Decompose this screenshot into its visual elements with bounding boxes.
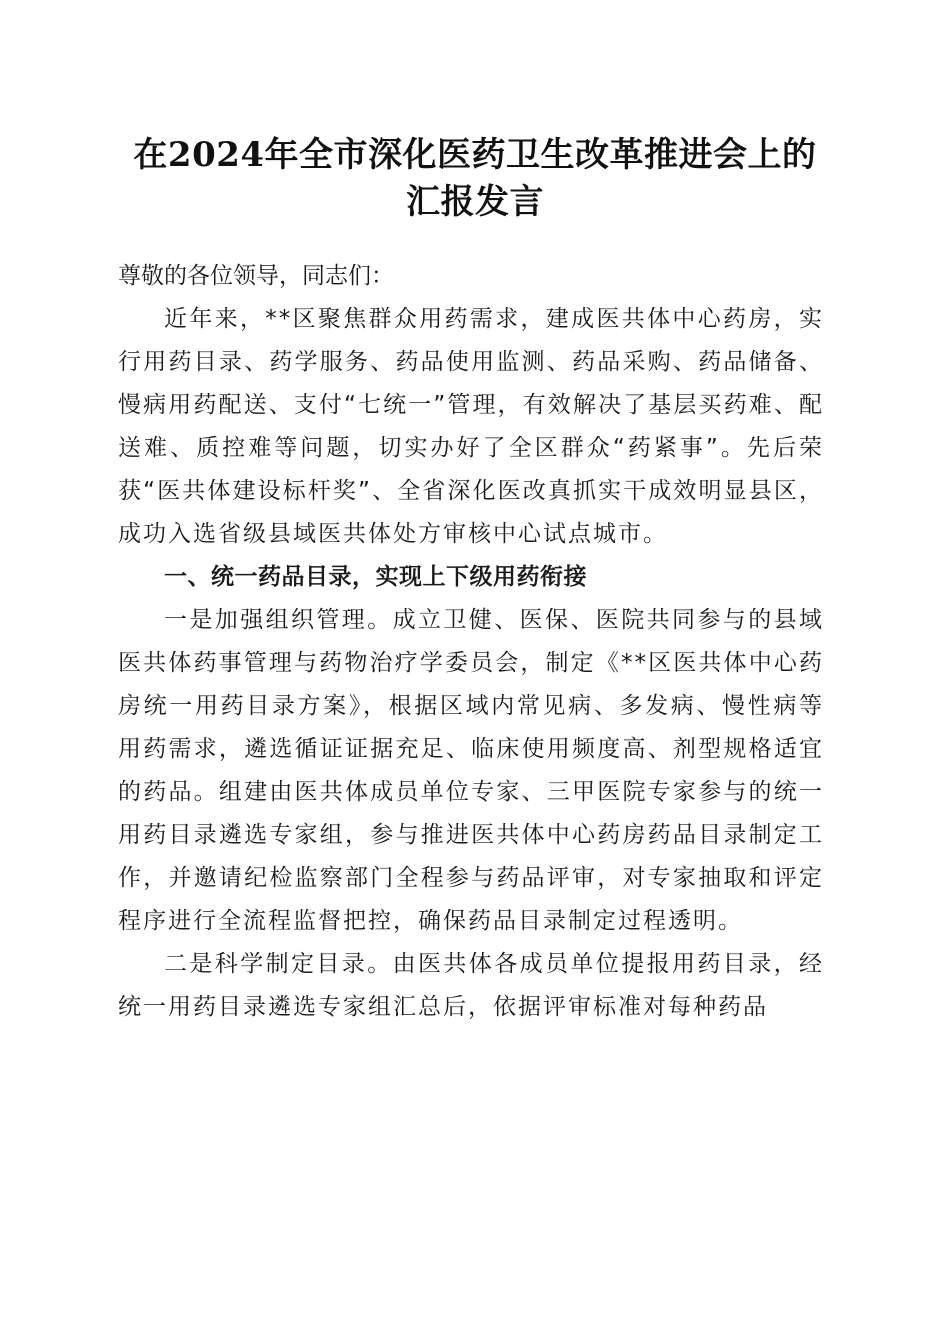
intro-paragraph: 近年来，**区聚焦群众用药需求，建成医共体中心药房，实行用药目录、药学服务、药品使用监测、药品采购、药品储备、慢病用药配送、支付“七统一”管理，有效解决了基层买药难、配送难、质控难等问题，切实办好了全区群众“药紧事”。先后荣获“医共体建设标杆奖”、全省深化医改真抓实干成效明显县区，成功入选省级县域医共体处方审核中心试点城市。 xyxy=(118,306,824,547)
title-line-1: 在2024年全市深化医药卫生改革推进会上的 xyxy=(133,135,817,175)
paragraph-2-lead: 二是科学制定目录。 xyxy=(164,951,393,977)
paragraph-2 xyxy=(118,943,824,1029)
section-heading-1: 一、统一药品目录，实现上下级用药衔接 xyxy=(164,564,587,590)
paragraph-2-body: 由医共体各成员单位提报用药目录，经统一用药目录遴选专家组汇总后，依据评审标准对每种药品 xyxy=(118,951,825,1020)
paragraph-1 xyxy=(118,599,824,943)
salutation: 尊敬的各位领导，同志们： xyxy=(118,263,394,289)
title-line-2: 汇报发言 xyxy=(406,182,544,222)
document-title xyxy=(0,132,950,226)
document-body xyxy=(118,255,824,1029)
paragraph-1-body: 成立卫健、医保、医院共同参与的县域医共体药事管理与药物治疗学委员会，制定《**区医共体中心药房统一用药目录方案》，根据区域内常见病、多发病、慢性病等用药需求，遴选循证证据充足、临床使用频度高、剂型规格适宜的药品。组建由医共体成员单位专家、三甲医院专家参与的统一用药目录遴选专家组，参与推进医共体中心药房药品目录制定工作，并邀请纪检监察部门全程参与药品评审，对专家抽取和评定程序进行全流程监督把控，确保药品目录制定过程透明。 xyxy=(118,607,825,934)
paragraph-1-lead: 一是加强组织管理。 xyxy=(164,607,393,633)
